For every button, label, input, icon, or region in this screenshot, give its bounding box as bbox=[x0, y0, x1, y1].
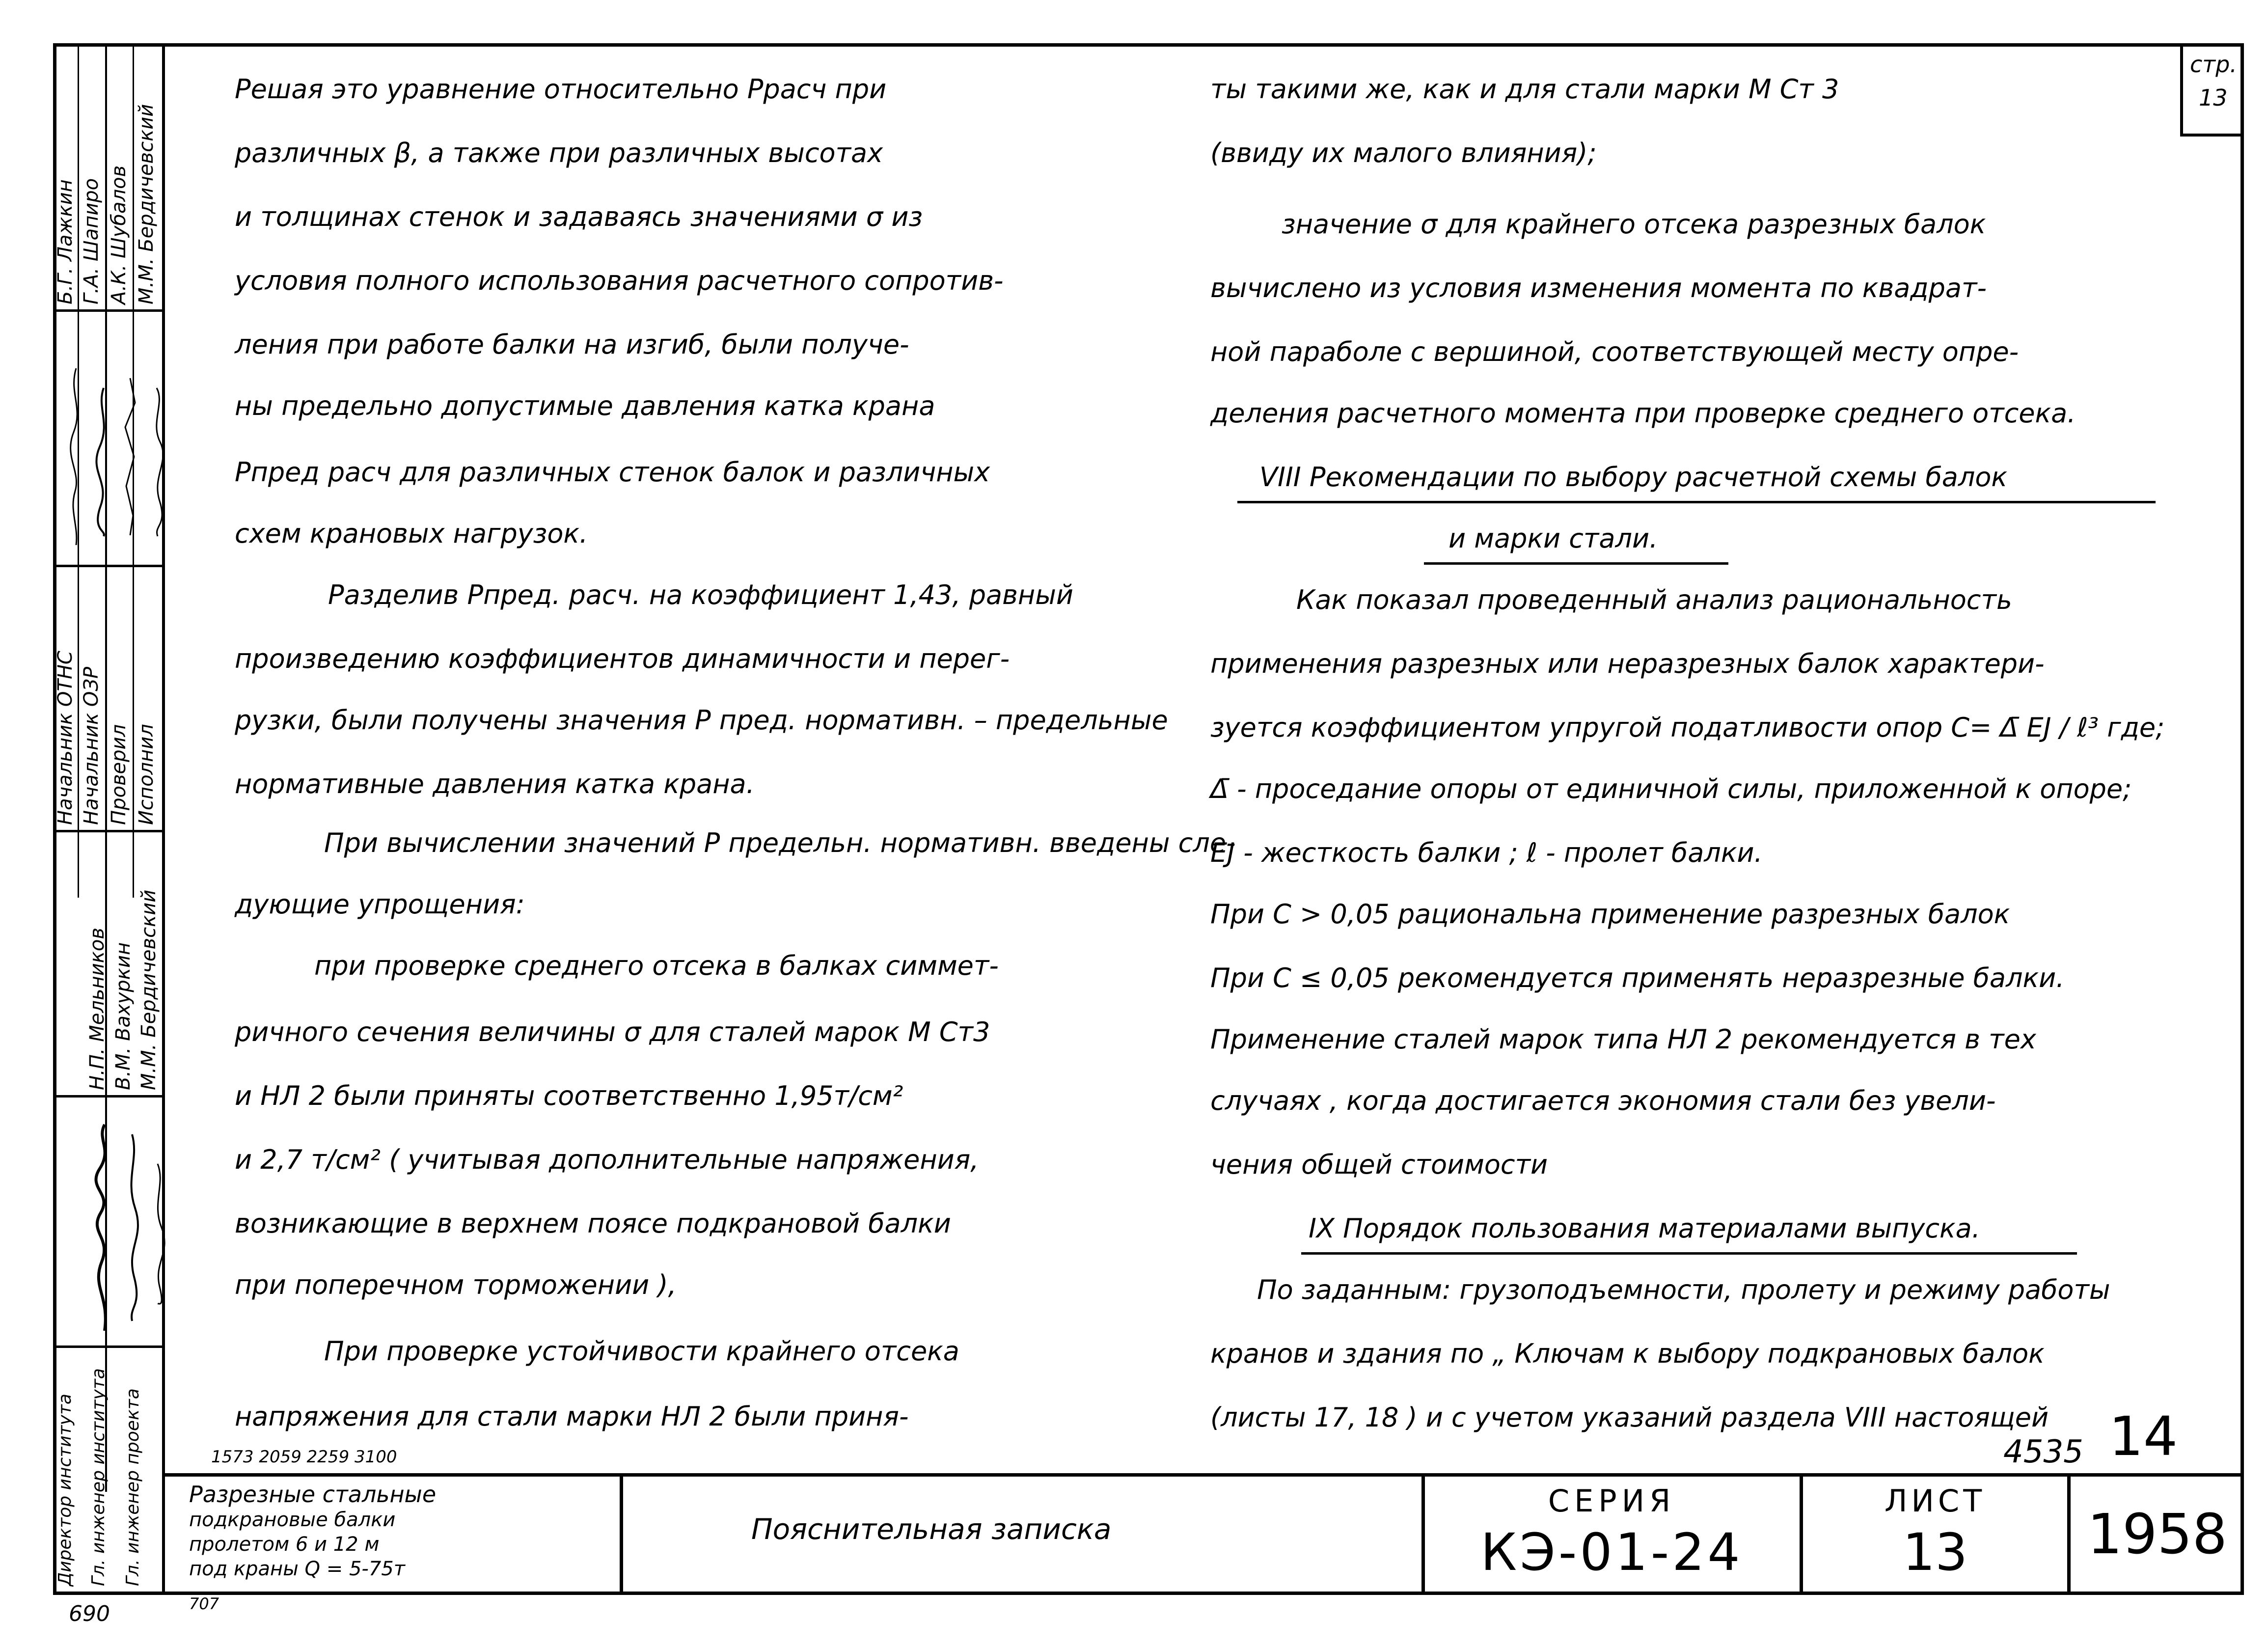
stamp-role: Начальник ОЗР bbox=[80, 666, 103, 825]
title-description-line: Разрезные стальные bbox=[189, 1481, 437, 1508]
text-line: значение σ для крайнего отсека разрезных балок bbox=[1282, 209, 1986, 240]
stamp-name: Б.Г. Лажкин bbox=[54, 179, 77, 304]
stamp-name: Г.А. Шапиро bbox=[80, 178, 103, 304]
text-line: ны предельно допустимые давления катка крана bbox=[235, 390, 935, 421]
section-heading: VIII Рекомендации по выбору расчетной схемы балок bbox=[1259, 462, 2008, 493]
stamp-role: Начальник ОТНС bbox=[54, 651, 77, 825]
series-label: СЕРИЯ bbox=[1548, 1483, 1676, 1519]
page-label: стр. bbox=[2190, 51, 2237, 78]
signature-mark bbox=[137, 383, 179, 540]
text-line: произведению коэффициентов динамичности и перег- bbox=[235, 643, 1010, 674]
stamp-role: Исполнил bbox=[135, 724, 158, 825]
stamp-name-lower: В.М. Вахуркин bbox=[112, 942, 135, 1090]
stamp-name: М.М. Бердичевский bbox=[135, 104, 158, 304]
stamp-row-line bbox=[53, 565, 164, 567]
text-line: Как показал проведенный анализ рациональность bbox=[1296, 584, 2012, 615]
title-block-divider bbox=[620, 1473, 623, 1595]
text-line: чения общей стоимости bbox=[1210, 1149, 1548, 1180]
stamp-row-line bbox=[53, 1345, 164, 1348]
text-line: и толщинах стенок и задаваясь значениями σ из bbox=[235, 201, 923, 232]
title-block-divider bbox=[1421, 1473, 1425, 1595]
stamp-row-line bbox=[53, 1095, 164, 1098]
text-line: применения разрезных или неразрезных балок характери- bbox=[1210, 648, 2045, 679]
text-line: При вычислении значений P предельн. нормативн. введены сле- bbox=[324, 827, 1236, 858]
stamp-role-bottom: Гл. инженер проекта bbox=[123, 1388, 143, 1586]
text-line: возникающие в верхнем поясе подкрановой балки bbox=[235, 1208, 951, 1239]
text-line: ричного сечения величины σ для сталей марок М Ст3 bbox=[235, 1016, 990, 1047]
year: 1958 bbox=[2087, 1503, 2228, 1566]
text-line: кранов и здания по „ Ключам к выбору подкрановых балок bbox=[1210, 1338, 2045, 1369]
text-line: случаях , когда достигается экономия стали без увели- bbox=[1210, 1085, 1996, 1116]
text-line: Δ̄ - проседание опоры от единичной силы, приложенной к опоре; bbox=[1210, 773, 2132, 804]
text-line: и 2,7 т/см² ( учитывая дополнительные напряжения, bbox=[235, 1144, 979, 1175]
stamp-column-divider bbox=[162, 43, 165, 1595]
sheet-value: 13 bbox=[1902, 1522, 1968, 1582]
text-line: и НЛ 2 были приняты соответственно 1,95т/см² bbox=[235, 1080, 903, 1111]
text-line: ты такими же, как и для стали марки М Ст 3 bbox=[1210, 74, 1839, 105]
text-line: дующие упрощения: bbox=[235, 889, 525, 920]
text-line: рузки, были получены значения P пред. нормативн. – предельные bbox=[235, 705, 1168, 736]
text-line: схем крановых нагрузок. bbox=[235, 518, 588, 549]
text-line: напряжения для стали марки НЛ 2 были приня- bbox=[235, 1401, 909, 1432]
text-line: различных β, а также при различных высотах bbox=[235, 137, 883, 168]
stamp-role-bottom: Гл. инженер института bbox=[88, 1368, 109, 1586]
page-box-left bbox=[2180, 43, 2183, 137]
text-line: Pпред расч для различных стенок балок и различных bbox=[235, 457, 990, 488]
text-line: По заданным: грузоподъемности, пролету и режиму работы bbox=[1257, 1274, 2110, 1305]
handwritten-page-number: 14 bbox=[2109, 1405, 2178, 1468]
stamp-role: Проверил bbox=[108, 724, 130, 825]
section-heading: и марки стали. bbox=[1448, 523, 1658, 554]
text-line: (ввиду их малого влияния); bbox=[1210, 137, 1597, 168]
margin-numbers: 1573 2059 2259 3100 bbox=[211, 1447, 397, 1467]
text-line: (листы 17, 18 ) и с учетом указаний раздела VIII настоящей bbox=[1210, 1402, 2049, 1433]
text-line: Разделив Pпред. расч. на коэффициент 1,43, равный bbox=[328, 579, 1073, 610]
text-line: при проверке среднего отсека в балках симмет- bbox=[314, 950, 999, 981]
title-description-line: подкрановые балки bbox=[189, 1509, 396, 1531]
title-description-line: под краны Q = 5-75т bbox=[189, 1558, 406, 1580]
outer-number: 707 bbox=[189, 1594, 219, 1613]
stamp-name: А.К. Шубалов bbox=[108, 165, 130, 304]
text-line: ления при работе балки на изгиб, были получе- bbox=[235, 329, 909, 360]
series-value: КЭ-01-24 bbox=[1480, 1522, 1743, 1582]
text-line: деления расчетного момента при проверке среднего отсека. bbox=[1210, 398, 2076, 429]
sheet-label: ЛИСТ bbox=[1884, 1483, 1986, 1519]
text-line: Решая это уравнение относительно Pрасч при bbox=[235, 74, 887, 105]
document-title: Пояснительная записка bbox=[751, 1512, 1112, 1546]
text-line: ной параболе с вершиной, соответствующей месту опре- bbox=[1210, 336, 2019, 367]
archive-number: 4535 bbox=[2003, 1434, 2083, 1470]
stamp-role-bottom: Директор института bbox=[55, 1394, 75, 1586]
heading-underline bbox=[1301, 1252, 2077, 1255]
title-block-divider bbox=[1800, 1473, 1803, 1595]
page-box-bottom bbox=[2180, 134, 2244, 137]
text-line: При проверке устойчивости крайнего отсека bbox=[324, 1336, 959, 1367]
text-line: зуется коэффициентом упругой податливости опор C= Δ̄ EJ / ℓ³ где; bbox=[1210, 712, 2165, 743]
title-block-divider bbox=[2067, 1473, 2071, 1595]
signature-mark bbox=[137, 1159, 180, 1306]
heading-underline bbox=[1237, 501, 2156, 503]
stamp-name-lower: Н.П. Мельников bbox=[86, 928, 109, 1090]
stamp-row-line bbox=[53, 830, 164, 832]
stamp-row-line bbox=[53, 309, 164, 312]
text-line: нормативные давления катка крана. bbox=[235, 769, 755, 799]
text-line: вычислено из условия изменения момента по квадрат- bbox=[1210, 273, 1987, 303]
heading-underline bbox=[1424, 562, 1728, 565]
text-line: EJ - жесткость балки ; ℓ - пролет балки. bbox=[1210, 837, 1763, 868]
text-line: Применение сталей марок типа НЛ 2 рекомендуется в тех bbox=[1210, 1024, 2036, 1055]
text-line: условия полного использования расчетного сопротив- bbox=[235, 265, 1004, 296]
section-heading: IX Порядок пользования материалами выпуска. bbox=[1309, 1213, 1980, 1244]
page-label-number: 13 bbox=[2199, 84, 2228, 111]
stamp-name-lower: М.М. Бердичевский bbox=[137, 889, 160, 1090]
text-line: При C ≤ 0,05 рекомендуется применять неразрезные балки. bbox=[1210, 962, 2065, 993]
text-line: при поперечном торможении ), bbox=[235, 1269, 677, 1300]
title-block-top bbox=[162, 1473, 2244, 1477]
title-description-line: пролетом 6 и 12 м bbox=[189, 1533, 380, 1556]
outer-number: 690 bbox=[69, 1601, 110, 1626]
text-line: При C > 0,05 рациональна применение разрезных балок bbox=[1210, 899, 2010, 930]
